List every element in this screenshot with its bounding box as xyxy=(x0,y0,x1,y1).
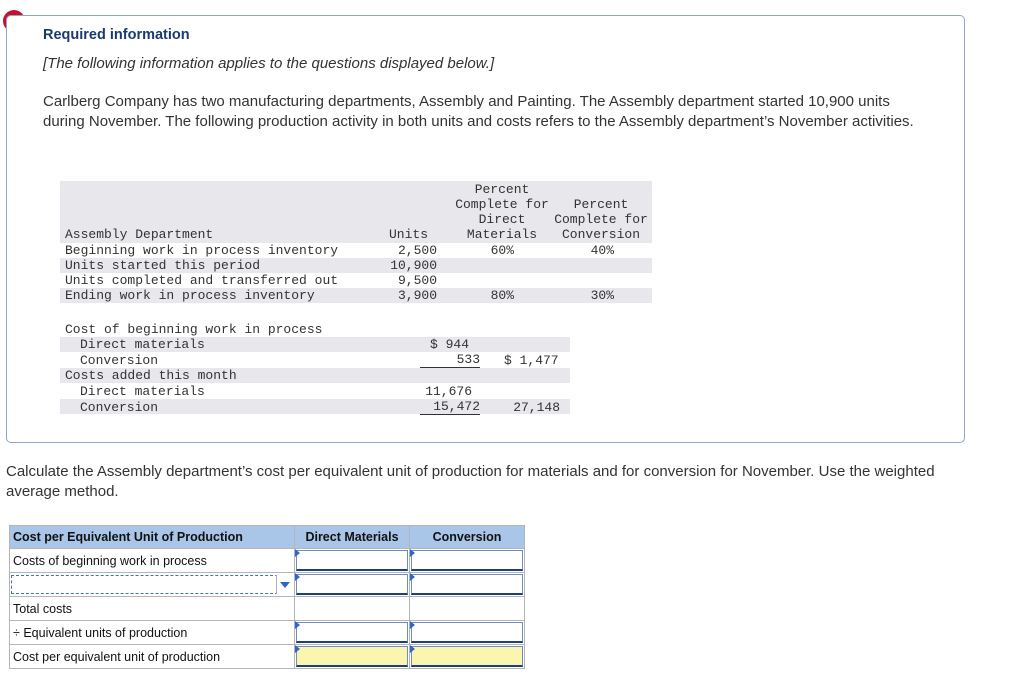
equiv-conversion-input[interactable] xyxy=(410,621,525,645)
required-info-subtitle: [The following information applies to the questions displayed below.] xyxy=(43,55,495,72)
cost-section-header: Cost of beginning work in process xyxy=(65,322,323,337)
cost-row-total: $ 1,477 xyxy=(504,353,559,368)
cost-per-unit-conversion-input[interactable] xyxy=(410,645,525,669)
units-row-label: Units started this period xyxy=(65,258,261,273)
cost-row-amount: $ 944 xyxy=(430,337,470,352)
input-field[interactable] xyxy=(296,574,408,595)
units-row-units: 2,500 xyxy=(397,243,437,258)
total-materials-cell xyxy=(295,597,410,621)
select-row-materials-input[interactable] xyxy=(295,573,410,597)
cost-row-amount: 533 xyxy=(420,352,480,368)
cost-row-label: Direct materials xyxy=(80,337,205,352)
beginning-conversion-input[interactable] xyxy=(410,549,525,573)
input-field[interactable] xyxy=(411,622,523,643)
units-row-materials: 80% xyxy=(490,288,514,303)
answer-row xyxy=(10,621,525,645)
answer-row xyxy=(10,573,525,597)
row-label-total: Total costs xyxy=(10,597,295,621)
select-box[interactable] xyxy=(11,575,293,594)
answer-row xyxy=(10,549,525,573)
row-label-select[interactable] xyxy=(10,573,295,597)
col-header-conversion-line: Complete for xyxy=(554,212,648,227)
input-marker-icon xyxy=(410,573,415,581)
total-conversion-cell xyxy=(410,597,525,621)
col-header-conversion-line: Percent xyxy=(573,197,629,212)
input-field[interactable] xyxy=(411,646,523,667)
answer-header-materials: Direct Materials xyxy=(295,526,410,549)
answer-table xyxy=(9,525,525,669)
chevron-down-icon[interactable] xyxy=(276,575,293,594)
question-text: Calculate the Assembly department’s cost per equivalent unit of production for materials and for conversion for November. Use the weighted average method. xyxy=(6,463,935,500)
units-row-conversion: 30% xyxy=(590,288,614,303)
col-header-materials-line: Percent xyxy=(474,182,530,197)
units-row-label: Ending work in process inventory xyxy=(65,288,315,303)
answer-row xyxy=(10,645,525,669)
equiv-materials-input[interactable] xyxy=(295,621,410,645)
cost-row-total: 27,148 xyxy=(513,400,560,415)
input-marker-icon xyxy=(295,621,300,629)
input-marker-icon xyxy=(410,549,415,557)
input-field[interactable] xyxy=(296,646,408,667)
answer-row xyxy=(10,597,525,621)
required-info-title: Required information xyxy=(43,27,190,43)
col-header-conversion-line: Conversion xyxy=(561,227,640,242)
cost-row-label: Conversion xyxy=(80,353,159,368)
cost-row-label: Conversion xyxy=(80,400,159,415)
units-row-label: Beginning work in process inventory xyxy=(65,243,339,258)
units-row-label: Units completed and transferred out xyxy=(65,273,339,288)
input-field[interactable] xyxy=(296,550,408,571)
row-label-cost-per-unit: Cost per equivalent unit of production xyxy=(10,645,295,669)
cost-per-unit-materials-input[interactable] xyxy=(295,645,410,669)
input-marker-icon xyxy=(295,573,300,581)
cost-section-header: Costs added this month xyxy=(65,368,237,383)
col-header-department: Assembly Department xyxy=(65,227,214,242)
units-row-units: 10,900 xyxy=(390,258,437,273)
input-field[interactable] xyxy=(411,574,523,595)
required-info-body: Carlberg Company has two manufacturing departments, Assembly and Painting. The Assembly department started 10,900 units during November. The following production activity in both units and costs refers to the Assembly department’s November activities. xyxy=(43,93,914,130)
col-header-materials-line: Materials xyxy=(466,227,538,242)
input-marker-icon xyxy=(295,645,300,653)
units-row-units: 9,500 xyxy=(397,273,437,288)
col-header-units: Units xyxy=(389,227,429,242)
cost-row-amount: 15,472 xyxy=(420,399,480,415)
answer-header-row xyxy=(10,526,525,549)
select-row-conversion-input[interactable] xyxy=(410,573,525,597)
units-row-conversion: 40% xyxy=(590,243,614,258)
input-marker-icon xyxy=(295,549,300,557)
col-header-materials-line: Direct xyxy=(478,212,526,227)
row-label-beginning: Costs of beginning work in process xyxy=(10,549,295,573)
input-field[interactable] xyxy=(296,622,408,643)
units-row-units: 3,900 xyxy=(397,288,437,303)
input-marker-icon xyxy=(410,621,415,629)
units-row-materials: 60% xyxy=(490,243,514,258)
answer-header-label: Cost per Equivalent Unit of Production xyxy=(10,526,295,549)
answer-header-conversion: Conversion xyxy=(410,526,525,549)
cost-row-amount: 11,676 xyxy=(425,384,472,399)
row-label-equivalent-units: ÷ Equivalent units of production xyxy=(10,621,295,645)
input-field[interactable] xyxy=(411,550,523,571)
beginning-materials-input[interactable] xyxy=(295,549,410,573)
col-header-materials-line: Complete for xyxy=(455,197,549,212)
input-marker-icon xyxy=(410,645,415,653)
cost-row-label: Direct materials xyxy=(80,384,205,399)
